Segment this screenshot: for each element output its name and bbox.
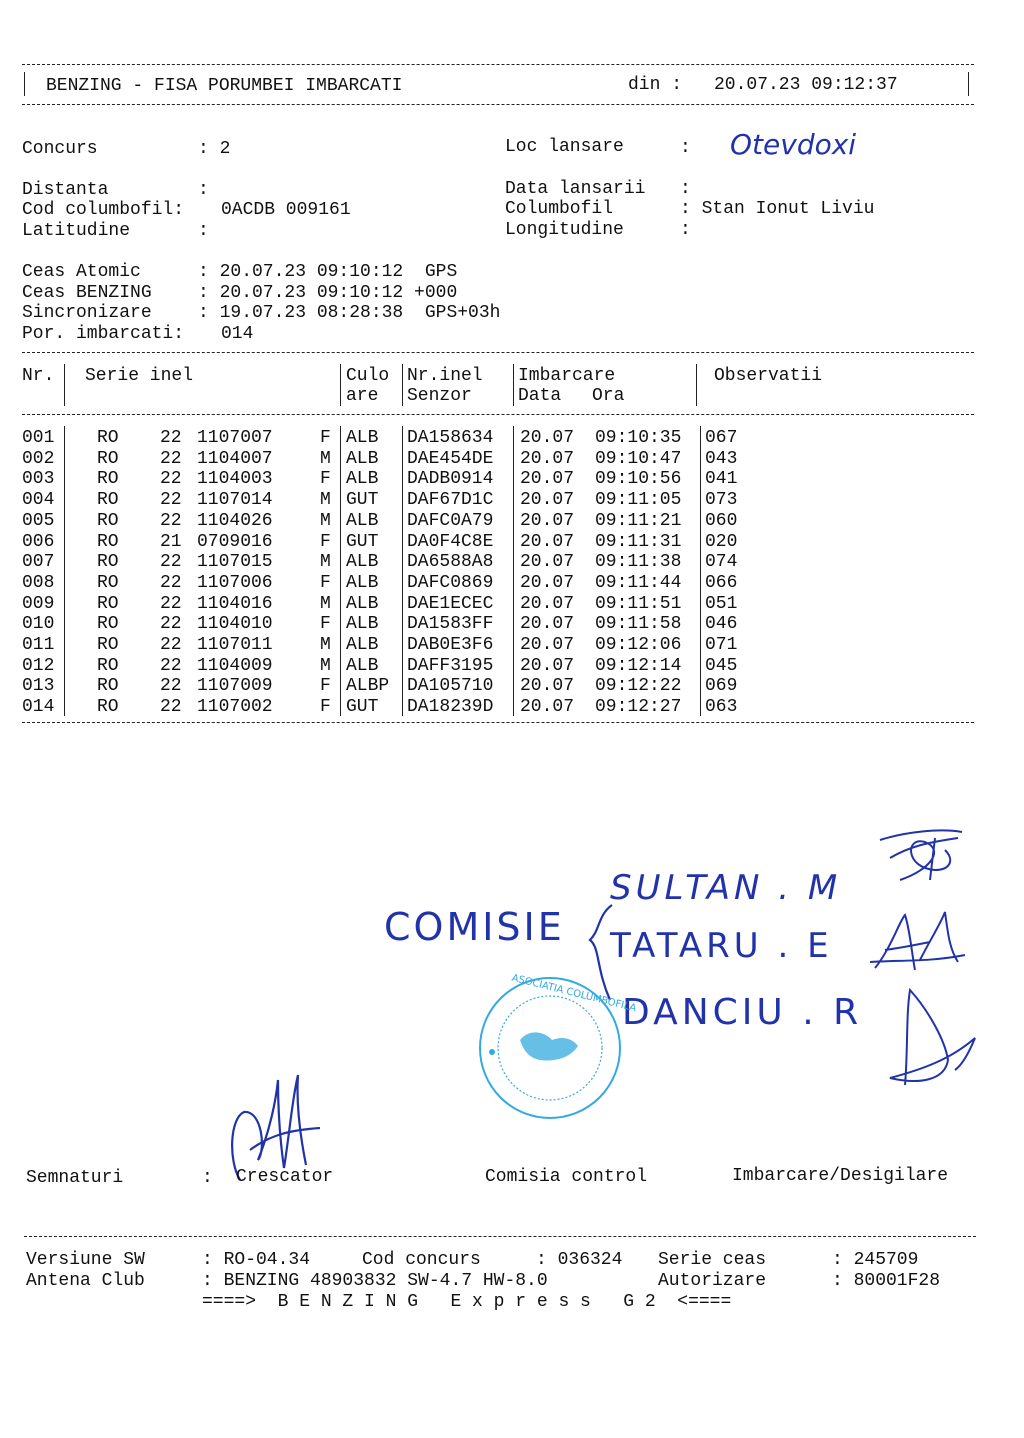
row-sensor: DAFF3195	[407, 655, 494, 676]
row-color: ALB	[346, 448, 379, 469]
row-year: 22	[160, 614, 182, 635]
brace-mark	[590, 905, 612, 1000]
stamp-text: ASOCIATIA COLUMBOFILA	[510, 972, 638, 1015]
row-date: 20.07	[520, 593, 575, 614]
row-sex: F	[320, 531, 331, 552]
versiune-sw-label: Versiune SW	[26, 1250, 145, 1270]
din-label: din :	[628, 75, 683, 95]
row-year: 22	[160, 572, 182, 593]
row-sensor: DADB0914	[407, 469, 494, 490]
row-observation: 063	[705, 697, 738, 718]
distanta-value: :	[198, 180, 209, 200]
columbofil-label: Columbofil	[505, 199, 614, 219]
row-color: ALB	[346, 655, 379, 676]
serie-ceas-label: Serie ceas	[658, 1250, 767, 1270]
header-data: Data	[518, 386, 562, 406]
row-time: 09:10:56	[595, 469, 682, 490]
row-ring-number: 1107006	[197, 572, 273, 593]
cod-columbofil-value: 0ACDB 009161	[221, 200, 351, 220]
loc-lansare-sep: :	[680, 138, 691, 158]
row-color: ALBP	[346, 676, 390, 697]
row-nr: 010	[22, 614, 55, 635]
signature-tataru	[870, 912, 965, 970]
row-sensor: DAE1ECEC	[407, 593, 494, 614]
longitudine-sep: :	[680, 220, 691, 240]
print-timestamp: 20.07.23 09:12:37	[714, 75, 898, 95]
row-observation: 045	[705, 655, 738, 676]
longitudine-label: Longitudine	[505, 220, 624, 240]
ceas-benzing-label: Ceas BENZING	[22, 283, 152, 303]
row-ring-number: 1104003	[197, 469, 273, 490]
row-date: 20.07	[520, 655, 575, 676]
member-1-handwritten: SULTAN . M	[610, 868, 842, 908]
comisia-control-label: Comisia control	[485, 1167, 648, 1187]
row-ring-number: 1107009	[197, 676, 273, 697]
row-country: RO	[97, 697, 119, 718]
row-sex: M	[320, 490, 331, 511]
header-observatii: Observatii	[714, 366, 823, 386]
versiune-sw-value: : RO-04.34	[202, 1250, 311, 1270]
latitudine-label: Latitudine	[22, 221, 131, 241]
row-nr: 002	[22, 448, 55, 469]
row-color: ALB	[346, 428, 379, 448]
row-observation: 073	[705, 490, 738, 511]
row-ring-number: 1104010	[197, 614, 273, 635]
header-serie-inel: Serie inel	[85, 366, 194, 386]
row-sex: M	[320, 655, 331, 676]
row-color: ALB	[346, 572, 379, 593]
row-year: 22	[160, 428, 182, 448]
row-time: 09:11:58	[595, 614, 682, 635]
row-year: 22	[160, 469, 182, 490]
serie-ceas-value: : 245709	[832, 1250, 919, 1270]
row-sensor: DAB0E3F6	[407, 635, 494, 655]
row-ring-number: 1107015	[197, 552, 273, 573]
row-time: 09:12:06	[595, 635, 682, 655]
row-time: 09:10:47	[595, 448, 682, 469]
row-ring-number: 1107002	[197, 697, 273, 718]
document-title: BENZING - FISA PORUMBEI IMBARCATI	[46, 76, 403, 96]
row-nr: 001	[22, 428, 55, 448]
row-sensor: DAFC0A79	[407, 510, 494, 531]
autorizare-value: : 80001F28	[832, 1271, 941, 1291]
header-nrinel-2: Senzor	[407, 386, 472, 406]
row-observation: 041	[705, 469, 738, 490]
row-date: 20.07	[520, 572, 575, 593]
row-sex: M	[320, 635, 331, 655]
signature-sultan	[880, 830, 962, 880]
cod-columbofil-label: Cod columbofil:	[22, 200, 185, 220]
row-nr: 014	[22, 697, 55, 718]
row-country: RO	[97, 531, 119, 552]
row-ring-number: 1107014	[197, 490, 273, 511]
row-year: 22	[160, 448, 182, 469]
row-ring-number: 1104016	[197, 593, 273, 614]
row-observation: 069	[705, 676, 738, 697]
row-time: 09:12:14	[595, 655, 682, 676]
sincronizare-label: Sincronizare	[22, 303, 152, 323]
row-observation: 066	[705, 572, 738, 593]
row-time: 09:11:31	[595, 531, 682, 552]
row-time: 09:11:21	[595, 510, 682, 531]
member-2-handwritten: TATARU . E	[610, 926, 833, 966]
row-year: 22	[160, 593, 182, 614]
antena-club-label: Antena Club	[26, 1271, 145, 1291]
row-ring-number: 1104026	[197, 510, 273, 531]
row-color: ALB	[346, 552, 379, 573]
footer-rule	[24, 1236, 976, 1237]
member-3-handwritten: DANCIU . R	[622, 992, 863, 1033]
cod-concurs-label: Cod concurs	[362, 1250, 481, 1270]
row-sex: M	[320, 510, 331, 531]
row-country: RO	[97, 635, 119, 655]
row-date: 20.07	[520, 469, 575, 490]
autorizare-label: Autorizare	[658, 1271, 767, 1291]
row-color: ALB	[346, 593, 379, 614]
row-nr: 008	[22, 572, 55, 593]
row-observation: 071	[705, 635, 738, 655]
row-sensor: DA158634	[407, 428, 494, 448]
row-date: 20.07	[520, 697, 575, 718]
row-country: RO	[97, 428, 119, 448]
row-sex: F	[320, 697, 331, 718]
row-sex: F	[320, 428, 331, 448]
concurs-value: : 2	[198, 139, 231, 159]
row-nr: 004	[22, 490, 55, 511]
row-sex: F	[320, 614, 331, 635]
row-country: RO	[97, 572, 119, 593]
row-nr: 009	[22, 593, 55, 614]
row-year: 21	[160, 531, 182, 552]
row-year: 22	[160, 676, 182, 697]
row-observation: 020	[705, 531, 738, 552]
row-sex: F	[320, 676, 331, 697]
row-time: 09:12:22	[595, 676, 682, 697]
row-observation: 060	[705, 510, 738, 531]
row-date: 20.07	[520, 510, 575, 531]
row-country: RO	[97, 552, 119, 573]
row-date: 20.07	[520, 428, 575, 448]
header-culoare-2: are	[346, 386, 379, 406]
por-imbarcati-label: Por. imbarcati:	[22, 324, 185, 344]
loc-lansare-handwritten: Otevdoxi	[730, 128, 857, 161]
sincronizare-value: : 19.07.23 08:28:38 GPS+03h	[198, 303, 501, 323]
row-color: ALB	[346, 469, 379, 490]
row-sex: M	[320, 552, 331, 573]
row-sensor: DAF67D1C	[407, 490, 494, 511]
data-lansarii-label: Data lansarii	[505, 179, 646, 199]
row-sensor: DA0F4C8E	[407, 531, 494, 552]
row-nr: 013	[22, 676, 55, 697]
row-nr: 005	[22, 510, 55, 531]
row-color: GUT	[346, 531, 379, 552]
row-ring-number: 1107011	[197, 635, 273, 655]
row-observation: 043	[705, 448, 738, 469]
row-sensor: DA6588A8	[407, 552, 494, 573]
latitudine-value: :	[198, 221, 209, 241]
row-date: 20.07	[520, 448, 575, 469]
row-sensor: DA18239D	[407, 697, 494, 718]
signature-danciu	[890, 990, 975, 1085]
row-date: 20.07	[520, 676, 575, 697]
row-time: 09:11:44	[595, 572, 682, 593]
semnaturi-sep: :	[202, 1168, 213, 1188]
row-color: ALB	[346, 635, 379, 655]
imbarcare-desigilare-label: Imbarcare/Desigilare	[732, 1166, 949, 1186]
row-ring-number: 1104009	[197, 655, 273, 676]
row-country: RO	[97, 469, 119, 490]
row-country: RO	[97, 490, 119, 511]
row-date: 20.07	[520, 531, 575, 552]
concurs-label: Concurs	[22, 139, 98, 159]
row-nr: 007	[22, 552, 55, 573]
row-date: 20.07	[520, 635, 575, 655]
row-time: 09:12:27	[595, 697, 682, 718]
row-date: 20.07	[520, 490, 575, 511]
benzing-express-banner: ====> B E N Z I N G E x p r e s s G 2 <====	[202, 1292, 732, 1312]
row-year: 22	[160, 635, 182, 655]
crescator-label: Crescator	[236, 1167, 334, 1187]
ceas-atomic-label: Ceas Atomic	[22, 262, 141, 282]
row-country: RO	[97, 510, 119, 531]
comisie-handwritten: COMISIE	[384, 905, 565, 949]
row-color: GUT	[346, 697, 379, 718]
row-time: 09:10:35	[595, 428, 682, 448]
row-country: RO	[97, 676, 119, 697]
row-date: 20.07	[520, 614, 575, 635]
header-nrinel-1: Nr.inel	[407, 366, 483, 386]
row-observation: 046	[705, 614, 738, 635]
ceas-benzing-value: : 20.07.23 09:10:12 +000	[198, 283, 458, 303]
row-ring-number: 0709016	[197, 531, 273, 552]
cod-concurs-value: : 036324	[536, 1250, 623, 1270]
row-year: 22	[160, 490, 182, 511]
row-observation: 067	[705, 428, 738, 448]
row-sensor: DAFC0869	[407, 572, 494, 593]
header-ora: Ora	[592, 386, 625, 406]
row-time: 09:11:38	[595, 552, 682, 573]
row-year: 22	[160, 552, 182, 573]
row-sensor: DA105710	[407, 676, 494, 697]
row-observation: 074	[705, 552, 738, 573]
row-color: GUT	[346, 490, 379, 511]
row-nr: 003	[22, 469, 55, 490]
row-sex: M	[320, 593, 331, 614]
row-ring-number: 1104007	[197, 448, 273, 469]
row-ring-number: 1107007	[197, 428, 273, 448]
ceas-atomic-value: : 20.07.23 09:10:12 GPS	[198, 262, 458, 282]
por-imbarcati-value: 014	[221, 324, 254, 344]
antena-club-value: : BENZING 48903832 SW-4.7 HW-8.0	[202, 1271, 548, 1291]
row-year: 22	[160, 655, 182, 676]
row-time: 09:11:51	[595, 593, 682, 614]
row-nr: 011	[22, 635, 55, 655]
row-country: RO	[97, 593, 119, 614]
header-imbarcare: Imbarcare	[518, 366, 616, 386]
row-country: RO	[97, 614, 119, 635]
row-observation: 051	[705, 593, 738, 614]
row-sex: F	[320, 469, 331, 490]
distanta-label: Distanta	[22, 180, 109, 200]
data-lansarii-sep: :	[680, 179, 691, 199]
row-color: ALB	[346, 510, 379, 531]
row-nr: 006	[22, 531, 55, 552]
row-year: 22	[160, 697, 182, 718]
row-sex: M	[320, 448, 331, 469]
row-nr: 012	[22, 655, 55, 676]
row-sensor: DAE454DE	[407, 448, 494, 469]
loc-lansare-label: Loc lansare	[505, 137, 624, 157]
header-nr: Nr.	[22, 366, 55, 386]
row-time: 09:11:05	[595, 490, 682, 511]
row-color: ALB	[346, 614, 379, 635]
columbofil-value: : Stan Ionut Liviu	[680, 199, 875, 219]
semnaturi-label: Semnaturi	[26, 1168, 124, 1188]
row-country: RO	[97, 448, 119, 469]
header-culoare-1: Culo	[346, 366, 390, 386]
row-year: 22	[160, 510, 182, 531]
signature-crescator	[232, 1075, 320, 1180]
row-country: RO	[97, 655, 119, 676]
row-date: 20.07	[520, 552, 575, 573]
row-sex: F	[320, 572, 331, 593]
row-sensor: DA1583FF	[407, 614, 494, 635]
